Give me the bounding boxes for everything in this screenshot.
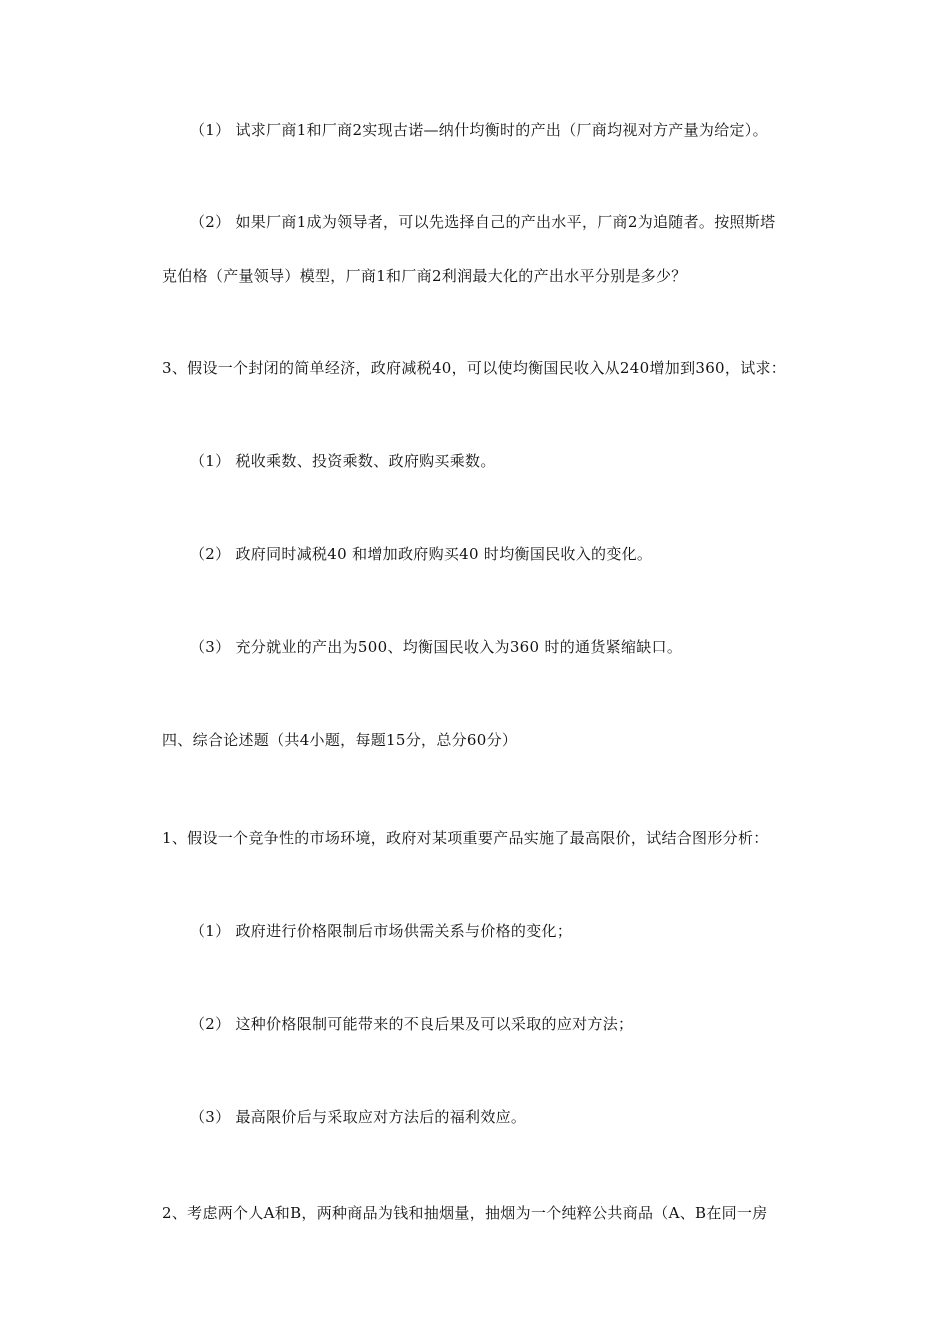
essay-q1-question: 1、假设一个竞争性的市场环境，政府对某项重要产品实施了最高限价，试结合图形分析： (162, 829, 769, 847)
q3-part3-line: （3） 充分就业的产出为500、均衡国民收入为360 时的通货紧缩缺口。 (190, 638, 683, 656)
section-four-heading: 四、综合论述题（共4小题，每题15分，总分60分） (162, 731, 518, 749)
q3-part2-line: （2） 政府同时减税40 和增加政府购买40 时均衡国民收入的变化。 (190, 545, 653, 563)
essay-q1-part2-line: （2） 这种价格限制可能带来的不良后果及可以采取的应对方法； (190, 1015, 634, 1033)
essay-q1-part1-line: （1） 政府进行价格限制后市场供需关系与价格的变化； (190, 922, 573, 940)
q3-part1-line: （1） 税收乘数、投资乘数、政府购买乘数。 (190, 452, 496, 470)
q2-part2-continuation-line: 克伯格（产量领导）模型，厂商1和厂商2利润最大化的产出水平分别是多少？ (162, 267, 687, 285)
q3-tax-cut-question: 3、假设一个封闭的简单经济，政府减税40，可以使均衡国民收入从240增加到360，试求： (162, 359, 787, 377)
essay-q2-question: 2、考虑两个人A和B，两种商品为钱和抽烟量，抽烟为一个纯粹公共商品（A、B在同一房 (162, 1204, 768, 1222)
essay-q1-part3-line: （3） 最高限价后与采取应对方法后的福利效应。 (190, 1108, 527, 1126)
q2-part1-cournot-line: （1） 试求厂商1和厂商2实现古诺—纳什均衡时的产出（厂商均视对方产量为给定）。 (190, 121, 768, 139)
q2-part2-stackelberg-line: （2） 如果厂商1成为领导者，可以先选择自己的产出水平，厂商2为追随者。按照斯塔 (190, 213, 776, 231)
